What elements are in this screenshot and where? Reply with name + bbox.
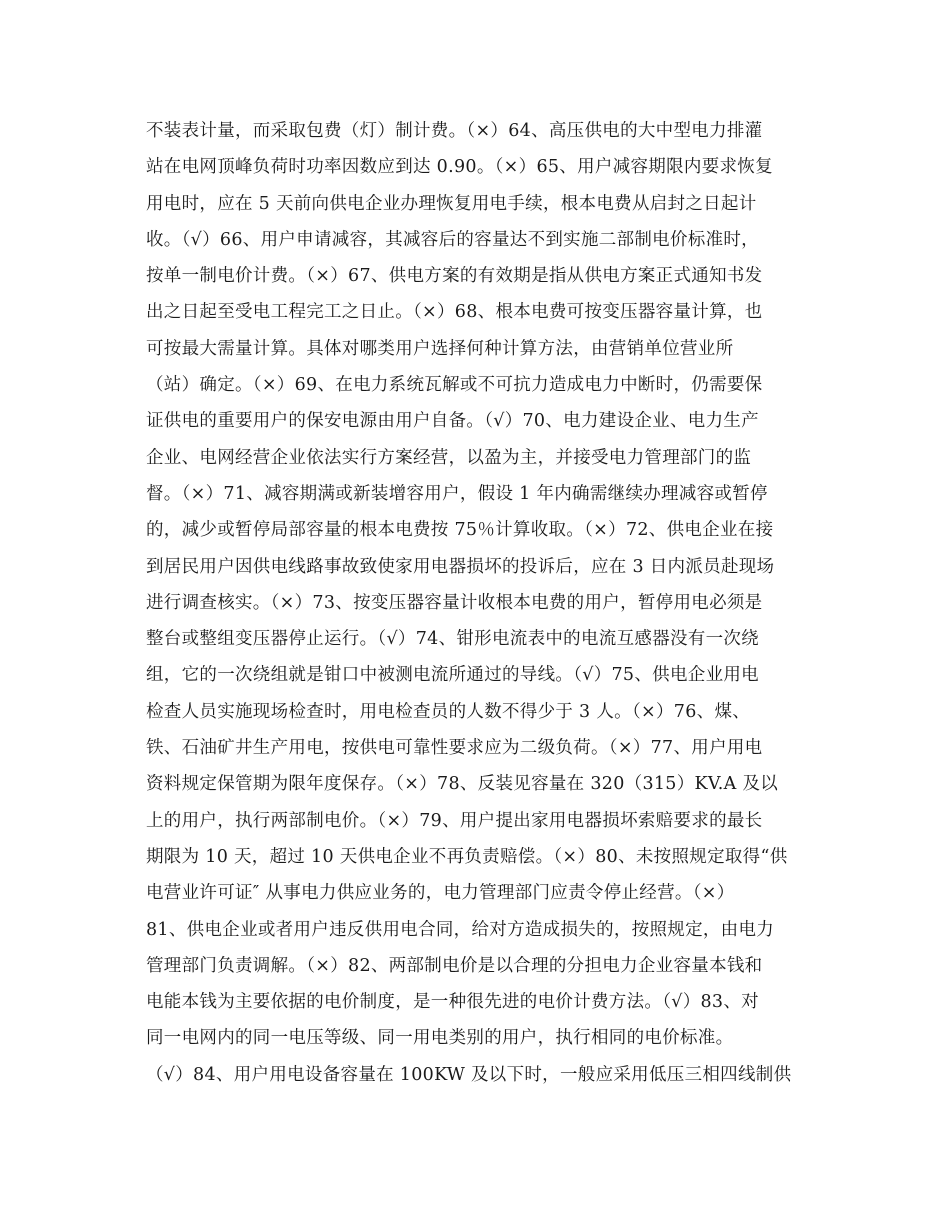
text-line: （站）确定。（×）69、在电力系统瓦解或不可抗力造成电力中断时，仍需要保 [146,375,763,396]
text-line: 可按最大需量计算。具体对哪类用户选择何种计算方法，由营销单位营业所 [146,338,734,359]
text-line: 81、供电企业或者用户违反供用电合同，给对方造成损失的，按照规定，由电力 [146,919,775,940]
text-line: 的，减少或暂停局部容量的根本电费按 75％计算收取。（×）72、供电企业在接 [146,520,774,541]
text-line: 整台或整组变压器停止运行。（√）74、钳形电流表中的电流互感器没有一次绕 [146,629,759,650]
text-line: 到居民用户因供电线路事故致使家用电器损坏的投诉后，应在 3 日内派员赴现场 [146,556,775,577]
text-line: 检查人员实施现场检查时，用电检查员的人数不得少于 3 人。（×）76、煤、 [146,701,751,722]
text-line: 期限为 10 天，超过 10 天供电企业不再负责赔偿。（×）80、未按照规定取得“供 [146,846,788,867]
body-text [146,113,816,1093]
text-line: 收。（√）66、用户申请减容，其减容后的容量达不到实施二部制电价标准时， [146,229,759,250]
text-line: 管理部门负责调解。（×）82、两部制电价是以合理的分担电力企业容量本钱和 [146,955,763,976]
text-line: 出之日起至受电工程完工之日止。（×）68、根本电费可按变压器容量计算，也 [146,302,763,323]
text-line: 证供电的重要用户的保安电源由用户自备。（√）70、电力建设企业、电力生产 [146,411,759,432]
text-line: （√）84、用户用电设备容量在 100KW 及以下时，一般应采用低压三相四线制供 [146,1064,792,1085]
text-line: 铁、石油矿井生产用电，按供电可靠性要求应为二级负荷。（×）77、用户用电 [146,738,763,759]
text-line: 企业、电网经营企业依法实行方案经营，以盈为主，并接受电力管理部门的监 [146,447,752,468]
text-line: 资料规定保管期为限年度保存。（×）78、反装见容量在 320（315）KV.A 及以 [146,774,779,795]
text-line: 按单一制电价计费。（×）67、供电方案的有效期是指从供电方案正式通知书发 [146,266,763,287]
text-line: 督。（×）71、减容期满或新装增容用户，假设 1 年内确需继续办理减容或暂停 [146,483,768,504]
text-line: 不装表计量，而采取包费（灯）制计费。（×）64、高压供电的大中型电力排灌 [146,121,763,141]
text-line: 站在电网顶峰负荷时功率因数应到达 0.90。（×）65、用户减容期限内要求恢复 [146,157,773,178]
text-line: 电营业许可证″ 从事电力供应业务的，电力管理部门应责令停止经营。（×） [146,883,735,904]
text-line: 进行调查核实。（×）73、按变压器容量计收根本电费的用户，暂停用电必须是 [146,592,763,613]
text-line: 同一电网内的同一电压等级、同一用电类别的用户，执行相同的电价标准。 [146,1028,734,1049]
text-line: 上的用户，执行两部制电价。（×）79、用户提出家用电器损坏索赔要求的最长 [146,810,763,831]
text-line: 电能本钱为主要依据的电价制度，是一种很先进的电价计费方法。（√）83、对 [146,992,759,1013]
text-line: 组，它的一次绕组就是钳口中被测电流所通过的导线。（√）75、供电企业用电 [146,665,759,686]
text-line: 用电时，应在 5 天前向供电企业办理恢复用电手续，根本电费从启封之日起计 [146,193,757,214]
